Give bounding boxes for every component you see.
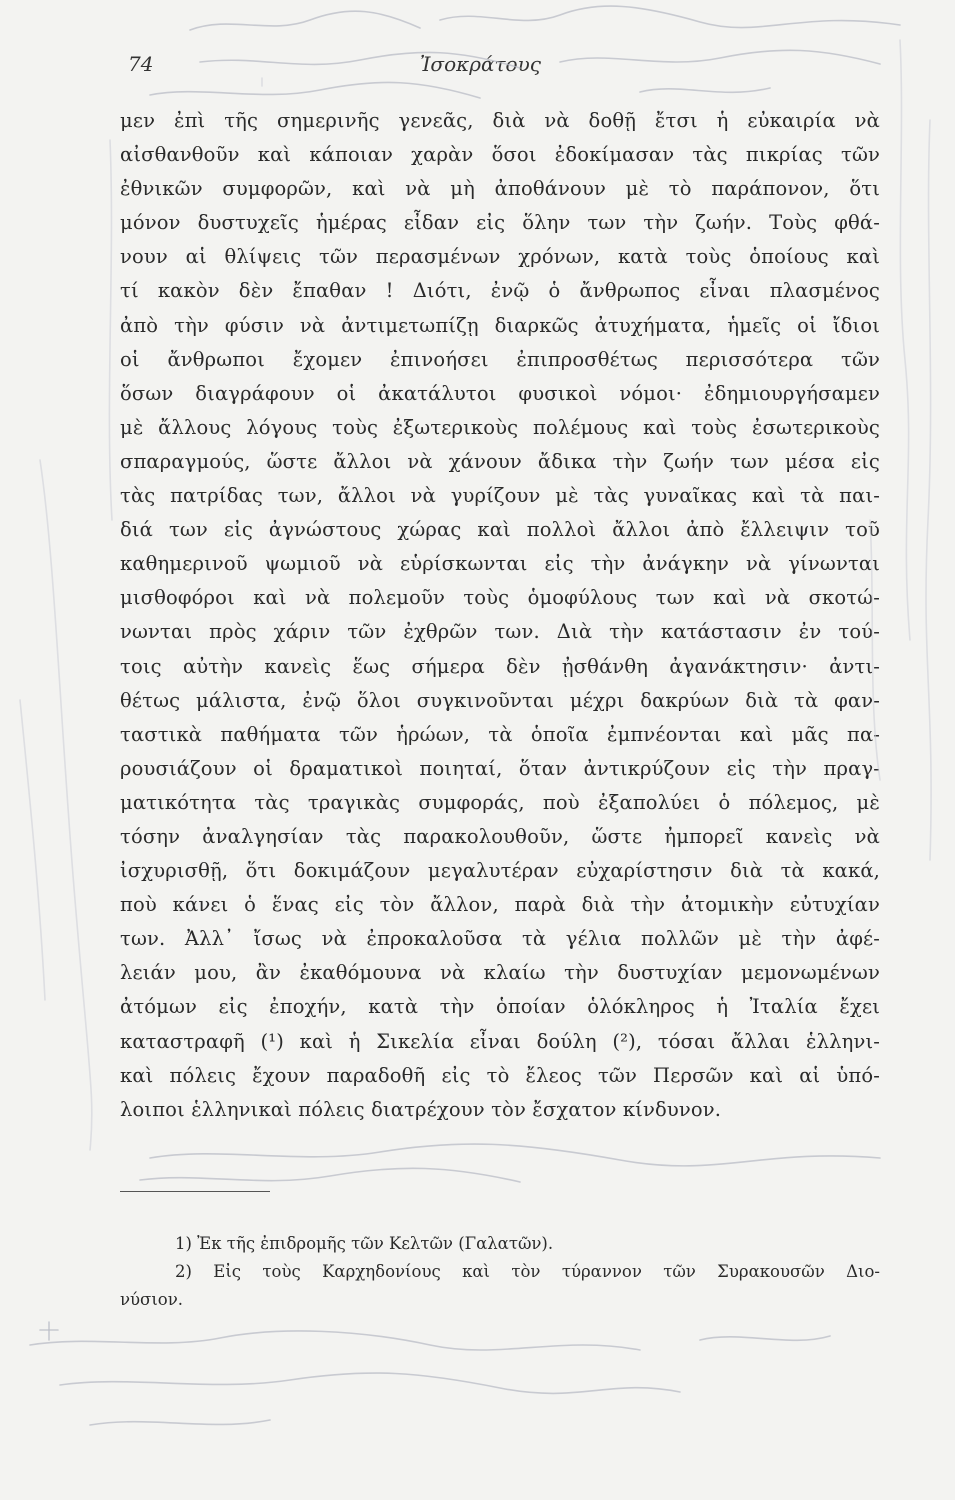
text-line: νωνται πρὸς χάριν τῶν ἐχθρῶν των. Διὰ τὴν κατάστασιν ἐν τού- [120, 620, 880, 644]
text-line: σπαραγμούς, ὥστε ἄλλοι νὰ χάνουν ἄδικα τὴν ζωήν των μέσα εἰς [120, 449, 880, 473]
page-number: 74 [128, 52, 154, 76]
text-line: ἀτόμων εἰς ἐποχήν, κατὰ τὴν ὁποίαν ὁλόκληρος ἡ Ἰταλία ἔχει [120, 995, 880, 1019]
text-line: αἰσθανθοῦν καὶ κάποιαν χαρὰν ὅσοι ἐδοκίμασαν τὰς πικρίας τῶν [120, 143, 880, 167]
text-line: καταστραφῆ (¹) καὶ ἡ Σικελία εἶναι δούλη (²), τόσαι ἄλλαι ἑλληνι- [120, 1029, 880, 1053]
text-line: τί κακὸν δὲν ἔπαθαν ! Διότι, ἐνῷ ὁ ἄνθρωπος εἶναι πλασμένος [120, 279, 880, 303]
footnote-1: 1) Ἐκ τῆς ἐπιδρομῆς τῶν Κελτῶν (Γαλατῶν). [175, 1234, 554, 1253]
footnote-2: 2) Εἰς τοὺς Καρχηδονίους καὶ τὸν τύραννον τῶν Συρακουσῶν Διο- [175, 1262, 880, 1281]
text-line: ὅσων διαγράφουν οἱ ἀκατάλυτοι φυσικοὶ νόμοι· ἐδημιουργήσαμεν [120, 381, 880, 405]
text-line: τὰς πατρίδας των, ἄλλοι νὰ γυρίζουν μὲ τὰς γυναῖκας καὶ τὰ παι- [120, 484, 880, 508]
text-line: των. Ἀλλ᾽ ἴσως νὰ ἐπροκαλοῦσα τὰ γέλια πολλῶν μὲ τὴν ἀφέ- [120, 927, 880, 951]
text-line: ρουσιάζουν οἱ δραματικοὶ ποιηταί, ὅταν ἀντικρύζουν εἰς τὴν πραγ- [120, 756, 880, 780]
running-title: Ἰσοκράτους [420, 52, 541, 76]
text-line: μεν ἐπὶ τῆς σημερινῆς γενεᾶς, διὰ νὰ δοθῇ ἔτσι ἡ εὐκαιρία νὰ [120, 109, 880, 132]
text-line: ποὺ κάνει ὁ ἕνας εἰς τὸν ἄλλον, παρὰ διὰ τὴν ἀτομικὴν εὐτυχίαν [120, 893, 880, 917]
body-text [120, 104, 880, 1127]
footnote-2-continuation: νύσιον. [120, 1290, 184, 1309]
footnote-rule [120, 1191, 270, 1192]
text-line: λειάν μου, ἂν ἐκαθόμουνα νὰ κλαίω τὴν δυστυχίαν μεμονωμένων [120, 961, 880, 985]
text-line: ματικότητα τὰς τραγικὰς συμφοράς, ποὺ ἐξαπολύει ὁ πόλεμος, μὲ [120, 790, 880, 814]
text-line: λοιποι ἑλληνικαὶ πόλεις διατρέχουν τὸν ἔσχατον κίνδυνον. [120, 1097, 722, 1121]
text-line: μὲ ἄλλους λόγους τοὺς ἐξωτερικοὺς πολέμους καὶ τοὺς ἐσωτερικοὺς [120, 415, 880, 439]
text-line: καὶ πόλεις ἔχουν παραδοθῆ εἰς τὸ ἔλεος τῶν Περσῶν καὶ αἱ ὑπό- [120, 1063, 880, 1087]
text-line: θέτως μάλιστα, ἐνῷ ὅλοι συγκινοῦνται μέχρι δακρύων διὰ τὰ φαν- [120, 688, 880, 712]
text-line: νουν αἱ θλίψεις τῶν περασμένων χρόνων, κατὰ τοὺς ὁποίους καὶ [120, 245, 880, 269]
text-line: τοις αὐτὴν κανεὶς ἕως σήμερα δὲν ᾐσθάνθη ἀγανάκτησιν· ἀντι- [120, 654, 880, 678]
text-line: ἰσχυρισθῇ, ὅτι δοκιμάζουν μεγαλυτέραν εὐχαρίστησιν διὰ τὰ κακά, [120, 859, 880, 883]
text-line: ἐθνικῶν συμφορῶν, καὶ νὰ μὴ ἀποθάνουν μὲ τὸ παράπονον, ὅτι [120, 177, 880, 201]
text-line: διά των εἰς ἀγνώστους χώρας καὶ πολλοὶ ἄλλοι ἀπὸ ἔλλειψιν τοῦ [120, 518, 880, 542]
page-header [120, 52, 880, 76]
text-line: καθημερινοῦ ψωμιοῦ νὰ εὑρίσκωνται εἰς τὴν ἀνάγκην νὰ γίνωνται [120, 552, 880, 576]
footnotes [120, 1230, 880, 1314]
text-line: μόνον δυστυχεῖς ἡμέρας εἶδαν εἰς ὅλην των τὴν ζωήν. Τοὺς φθά- [120, 211, 880, 235]
text-line: μισθοφόροι καὶ νὰ πολεμοῦν τοὺς ὁμοφύλους των καὶ νὰ σκοτώ- [120, 586, 880, 610]
text-line: οἱ ἄνθρωποι ἔχομεν ἐπινοήσει ἐπιπροσθέτως περισσότερα τῶν [120, 347, 880, 371]
text-line: ταστικὰ παθήματα τῶν ἡρώων, τὰ ὁποῖα ἐμπνέονται καὶ μᾶς πα- [120, 722, 880, 746]
text-line: τόσην ἀναλγησίαν τὰς παρακολουθοῦν, ὥστε ἠμπορεῖ κανεὶς νὰ [120, 824, 880, 848]
text-line: ἀπὸ τὴν φύσιν νὰ ἀντιμετωπίζῃ διαρκῶς ἀτυχήματα, ἡμεῖς οἱ ἴδιοι [120, 313, 880, 337]
